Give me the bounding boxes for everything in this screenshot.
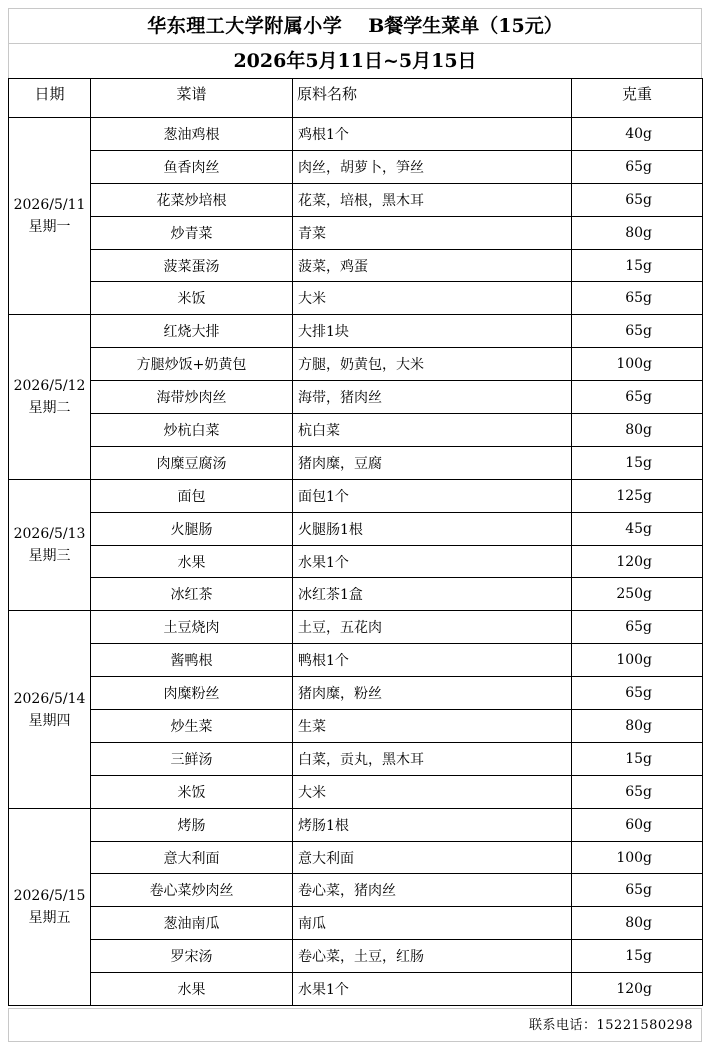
ingredients-cell: 青菜 bbox=[293, 216, 572, 249]
day-cell bbox=[9, 479, 91, 611]
weight-cell: 125g bbox=[572, 479, 703, 512]
dish-cell: 炒生菜 bbox=[91, 710, 293, 743]
weight-cell: 80g bbox=[572, 216, 703, 249]
ingredients-cell: 花菜，培根，黑木耳 bbox=[293, 183, 572, 216]
dish-cell: 花菜炒培根 bbox=[91, 183, 293, 216]
weight-cell: 15g bbox=[572, 940, 703, 973]
ingredients-cell: 面包1个 bbox=[293, 479, 572, 512]
dish-cell: 烤肠 bbox=[91, 808, 293, 841]
date-range: 2026年5月11日~5月15日 bbox=[8, 44, 702, 78]
dish-cell: 菠菜蛋汤 bbox=[91, 249, 293, 282]
weight-cell: 65g bbox=[572, 775, 703, 808]
table-row bbox=[9, 677, 703, 710]
table-row bbox=[9, 512, 703, 545]
dish-cell: 葱油南瓜 bbox=[91, 907, 293, 940]
table-header-row bbox=[9, 79, 703, 118]
day-weekday: 星期五 bbox=[28, 909, 71, 926]
ingredients-cell: 鸭根1个 bbox=[293, 644, 572, 677]
column-header-date: 日期 bbox=[9, 79, 91, 118]
menu-sheet bbox=[8, 8, 702, 1042]
ingredients-cell: 菠菜，鸡蛋 bbox=[293, 249, 572, 282]
dish-cell: 酱鸭根 bbox=[91, 644, 293, 677]
day-weekday: 星期二 bbox=[28, 400, 71, 417]
weight-cell: 40g bbox=[572, 118, 703, 151]
day-cell bbox=[9, 808, 91, 1005]
weight-cell: 60g bbox=[572, 808, 703, 841]
weight-cell: 65g bbox=[572, 874, 703, 907]
table-row bbox=[9, 348, 703, 381]
day-weekday: 星期三 bbox=[28, 548, 71, 565]
weight-cell: 45g bbox=[572, 512, 703, 545]
ingredients-cell: 南瓜 bbox=[293, 907, 572, 940]
weight-cell: 15g bbox=[572, 249, 703, 282]
table-row bbox=[9, 315, 703, 348]
weight-cell: 100g bbox=[572, 348, 703, 381]
menu-table-body bbox=[9, 118, 703, 1006]
table-row bbox=[9, 446, 703, 479]
dish-cell: 火腿肠 bbox=[91, 512, 293, 545]
menu-table bbox=[8, 78, 703, 1006]
ingredients-cell: 冰红茶1盒 bbox=[293, 578, 572, 611]
ingredients-cell: 鸡根1个 bbox=[293, 118, 572, 151]
day-cell bbox=[9, 118, 91, 315]
table-row bbox=[9, 775, 703, 808]
table-row bbox=[9, 710, 703, 743]
table-row bbox=[9, 381, 703, 414]
dish-cell: 鱼香肉丝 bbox=[91, 150, 293, 183]
table-row bbox=[9, 808, 703, 841]
dish-cell: 冰红茶 bbox=[91, 578, 293, 611]
dish-cell: 三鲜汤 bbox=[91, 742, 293, 775]
table-row bbox=[9, 545, 703, 578]
contact-footer bbox=[8, 1008, 702, 1042]
day-date: 2026/5/12 bbox=[13, 378, 86, 395]
weight-cell: 120g bbox=[572, 973, 703, 1006]
dish-cell: 面包 bbox=[91, 479, 293, 512]
ingredients-cell: 猪肉糜，豆腐 bbox=[293, 446, 572, 479]
table-row bbox=[9, 611, 703, 644]
table-row bbox=[9, 479, 703, 512]
dish-cell: 方腿炒饭+奶黄包 bbox=[91, 348, 293, 381]
table-row bbox=[9, 249, 703, 282]
school-name: 华东理工大学附属小学 bbox=[147, 15, 343, 37]
dish-cell: 罗宋汤 bbox=[91, 940, 293, 973]
ingredients-cell: 大米 bbox=[293, 775, 572, 808]
weight-cell: 15g bbox=[572, 742, 703, 775]
day-date: 2026/5/13 bbox=[13, 526, 86, 543]
contact-label: 联系电话： bbox=[529, 1018, 597, 1033]
weight-cell: 65g bbox=[572, 150, 703, 183]
contact-phone: 15221580298 bbox=[596, 1018, 693, 1033]
dish-cell: 卷心菜炒肉丝 bbox=[91, 874, 293, 907]
table-row bbox=[9, 907, 703, 940]
ingredients-cell: 杭白菜 bbox=[293, 414, 572, 447]
table-row bbox=[9, 578, 703, 611]
table-row bbox=[9, 414, 703, 447]
dish-cell: 米饭 bbox=[91, 282, 293, 315]
dish-cell: 肉糜粉丝 bbox=[91, 677, 293, 710]
ingredients-cell: 大排1块 bbox=[293, 315, 572, 348]
ingredients-cell: 肉丝，胡萝卜，笋丝 bbox=[293, 150, 572, 183]
dish-cell: 炒杭白菜 bbox=[91, 414, 293, 447]
menu-name: B餐学生菜单（15元） bbox=[368, 15, 563, 37]
weight-cell: 65g bbox=[572, 381, 703, 414]
dish-cell: 土豆烧肉 bbox=[91, 611, 293, 644]
ingredients-cell: 火腿肠1根 bbox=[293, 512, 572, 545]
dish-cell: 水果 bbox=[91, 545, 293, 578]
weight-cell: 100g bbox=[572, 841, 703, 874]
weight-cell: 250g bbox=[572, 578, 703, 611]
dish-cell: 肉糜豆腐汤 bbox=[91, 446, 293, 479]
table-row bbox=[9, 644, 703, 677]
ingredients-cell: 烤肠1根 bbox=[293, 808, 572, 841]
ingredients-cell: 大米 bbox=[293, 282, 572, 315]
table-row bbox=[9, 940, 703, 973]
day-weekday: 星期一 bbox=[28, 219, 71, 236]
column-header-ingredients: 原料名称 bbox=[293, 79, 572, 118]
ingredients-cell: 方腿，奶黄包，大米 bbox=[293, 348, 572, 381]
table-row bbox=[9, 874, 703, 907]
ingredients-cell: 猪肉糜，粉丝 bbox=[293, 677, 572, 710]
weight-cell: 80g bbox=[572, 907, 703, 940]
weight-cell: 65g bbox=[572, 677, 703, 710]
ingredients-cell: 海带，猪肉丝 bbox=[293, 381, 572, 414]
dish-cell: 海带炒肉丝 bbox=[91, 381, 293, 414]
weight-cell: 80g bbox=[572, 710, 703, 743]
table-row bbox=[9, 183, 703, 216]
ingredients-cell: 卷心菜，猪肉丝 bbox=[293, 874, 572, 907]
ingredients-cell: 土豆，五花肉 bbox=[293, 611, 572, 644]
weight-cell: 80g bbox=[572, 414, 703, 447]
table-row bbox=[9, 841, 703, 874]
table-row bbox=[9, 216, 703, 249]
ingredients-cell: 水果1个 bbox=[293, 973, 572, 1006]
weight-cell: 65g bbox=[572, 282, 703, 315]
dish-cell: 米饭 bbox=[91, 775, 293, 808]
day-date: 2026/5/14 bbox=[13, 690, 86, 707]
ingredients-cell: 水果1个 bbox=[293, 545, 572, 578]
table-row bbox=[9, 742, 703, 775]
column-header-weight: 克重 bbox=[572, 79, 703, 118]
table-row bbox=[9, 150, 703, 183]
ingredients-cell: 生菜 bbox=[293, 710, 572, 743]
day-cell bbox=[9, 315, 91, 479]
column-header-dish: 菜谱 bbox=[91, 79, 293, 118]
dish-cell: 炒青菜 bbox=[91, 216, 293, 249]
table-row bbox=[9, 973, 703, 1006]
weight-cell: 65g bbox=[572, 183, 703, 216]
weight-cell: 65g bbox=[572, 611, 703, 644]
ingredients-cell: 卷心菜，土豆，红肠 bbox=[293, 940, 572, 973]
weight-cell: 15g bbox=[572, 446, 703, 479]
dish-cell: 葱油鸡根 bbox=[91, 118, 293, 151]
day-date: 2026/5/15 bbox=[13, 887, 86, 904]
dish-cell: 红烧大排 bbox=[91, 315, 293, 348]
weight-cell: 120g bbox=[572, 545, 703, 578]
ingredients-cell: 意大利面 bbox=[293, 841, 572, 874]
day-weekday: 星期四 bbox=[28, 712, 71, 729]
weight-cell: 65g bbox=[572, 315, 703, 348]
dish-cell: 水果 bbox=[91, 973, 293, 1006]
day-date: 2026/5/11 bbox=[13, 197, 86, 214]
ingredients-cell: 白菜，贡丸，黑木耳 bbox=[293, 742, 572, 775]
day-cell bbox=[9, 611, 91, 808]
table-row bbox=[9, 282, 703, 315]
dish-cell: 意大利面 bbox=[91, 841, 293, 874]
table-row bbox=[9, 118, 703, 151]
weight-cell: 100g bbox=[572, 644, 703, 677]
page-title bbox=[8, 8, 702, 44]
